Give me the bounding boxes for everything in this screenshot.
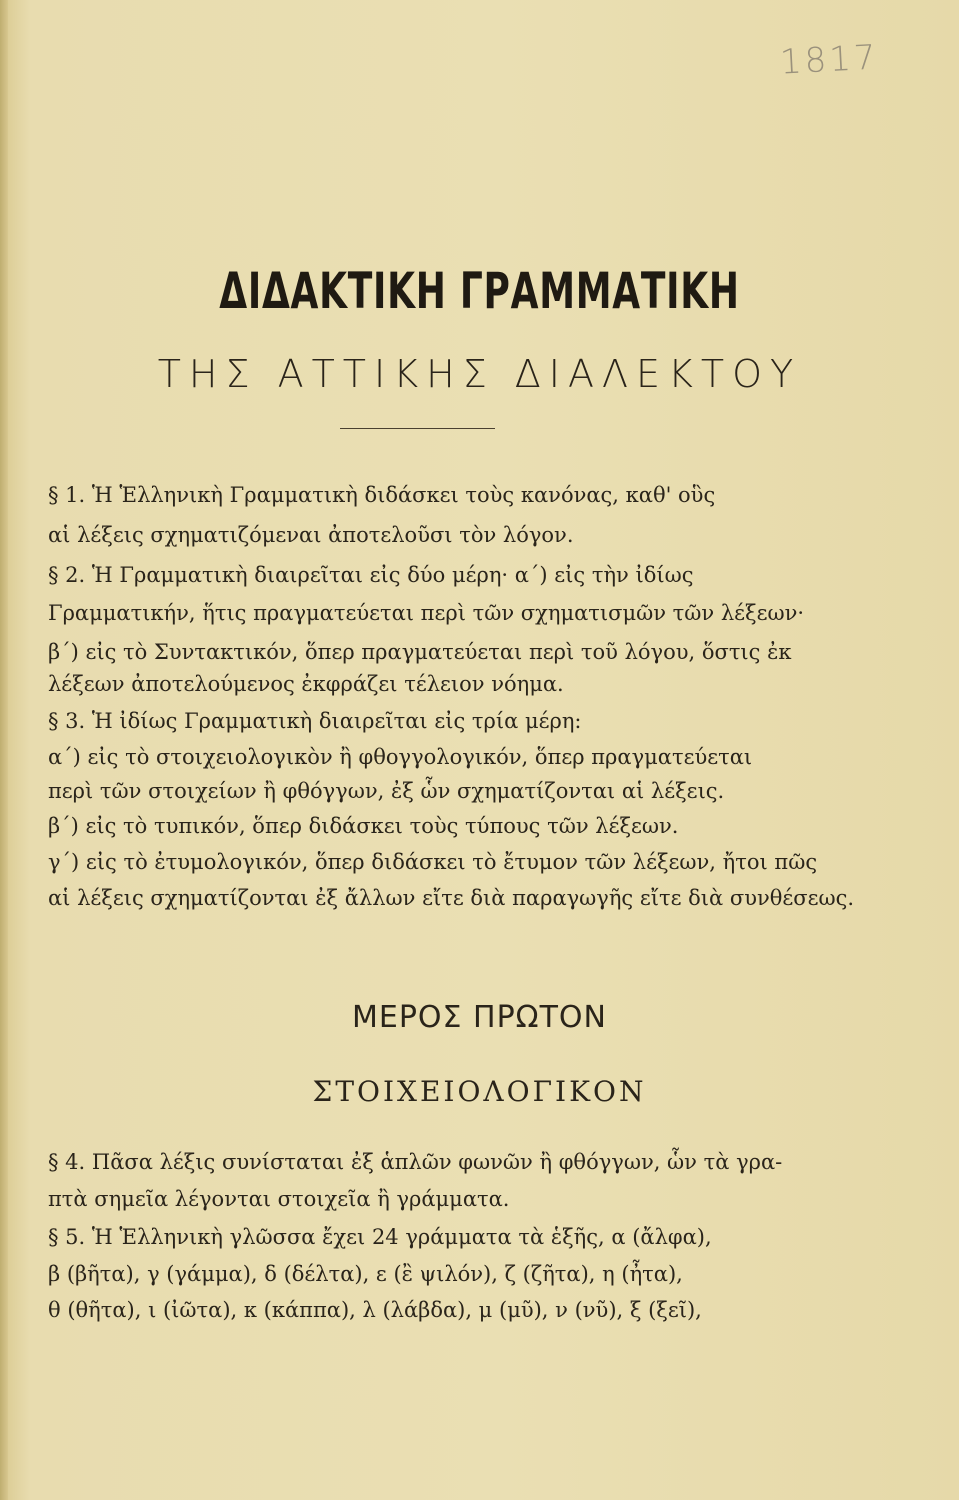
page-subtitle: ΤΗΣ ΑΤΤΙΚΗΣ ΔΙΑΛΕΚΤΟΥ	[157, 352, 802, 396]
part-subheading: ΣΤΟΙΧΕΙΟΛΟΓΙΚΟΝ	[312, 1075, 647, 1108]
text-line: § 5. Ἡ Ἑλληνικὴ γλῶσσα ἔχει 24 γράμματα τὰ ἑξῆς, α (ἄλφα),	[48, 1225, 712, 1249]
text-line: γ΄) εἰς τὸ ἐτυμολογικόν, ὅπερ διδάσκει τὸ ἔτυμον τῶν λέξεων, ἤτοι πῶς	[48, 850, 818, 874]
margin-note: 1817	[779, 37, 880, 83]
text-line: β΄) εἰς τὸ Συντακτικόν, ὅπερ πραγματεύεται περὶ τοῦ λόγου, ὅστις ἐκ	[48, 640, 792, 664]
text-line: αἱ λέξεις σχηματιζόμεναι ἀποτελοῦσι τὸν λόγον.	[48, 523, 574, 547]
page-title: ΔΙΔΑΚΤΙΚΗ ΓΡΑΜΜΑΤΙΚΗ	[219, 262, 740, 320]
text-line: β (βῆτα), γ (γάμμα), δ (δέλτα), ε (ἒ ψιλόν), ζ (ζῆτα), η (ἦτα),	[48, 1262, 683, 1286]
text-line: λέξεων ἀποτελούμενος ἐκφράζει τέλειον νόημα.	[48, 672, 564, 696]
text-line: περὶ τῶν στοιχείων ἢ φθόγγων, ἐξ ὧν σχηματίζονται αἱ λέξεις.	[48, 779, 725, 803]
text-line: πτὰ σημεῖα λέγονται στοιχεῖα ἢ γράμματα.	[48, 1187, 510, 1211]
text-line: § 4. Πᾶσα λέξις συνίσταται ἐξ ἁπλῶν φωνῶν ἢ φθόγγων, ὧν τὰ γρα-	[48, 1150, 783, 1174]
text-line: α΄) εἰς τὸ στοιχειολογικὸν ἢ φθογγολογικόν, ὅπερ πραγματεύεται	[48, 745, 753, 769]
text-line: Γραμματικήν, ἥτις πραγματεύεται περὶ τῶν σχηματισμῶν τῶν λέξεων·	[48, 601, 805, 625]
divider-rule	[340, 428, 495, 429]
text-line: αἱ λέξεις σχηματίζονται ἐξ ἄλλων εἴτε διὰ παραγωγῆς εἴτε διὰ συνθέσεως.	[48, 886, 855, 910]
text-line: β΄) εἰς τὸ τυπικόν, ὅπερ διδάσκει τοὺς τύπους τῶν λέξεων.	[48, 814, 679, 838]
part-heading: ΜΕΡΟΣ ΠΡΩΤΟΝ	[352, 1000, 607, 1035]
text-line: § 1. Ἡ Ἑλληνικὴ Γραμματικὴ διδάσκει τοὺς κανόνας, καθ' οὓς	[48, 483, 716, 507]
page-edge	[0, 0, 8, 1500]
text-line: § 2. Ἡ Γραμματικὴ διαιρεῖται εἰς δύο μέρη· α΄) εἰς τὴν ἰδίως	[48, 563, 694, 587]
text-line: § 3. Ἡ ἰδίως Γραμματικὴ διαιρεῖται εἰς τρία μέρη:	[48, 709, 582, 733]
text-line: θ (θῆτα), ι (ἰῶτα), κ (κάππα), λ (λάβδα), μ (μῦ), ν (νῦ), ξ (ξεῖ),	[48, 1298, 702, 1322]
